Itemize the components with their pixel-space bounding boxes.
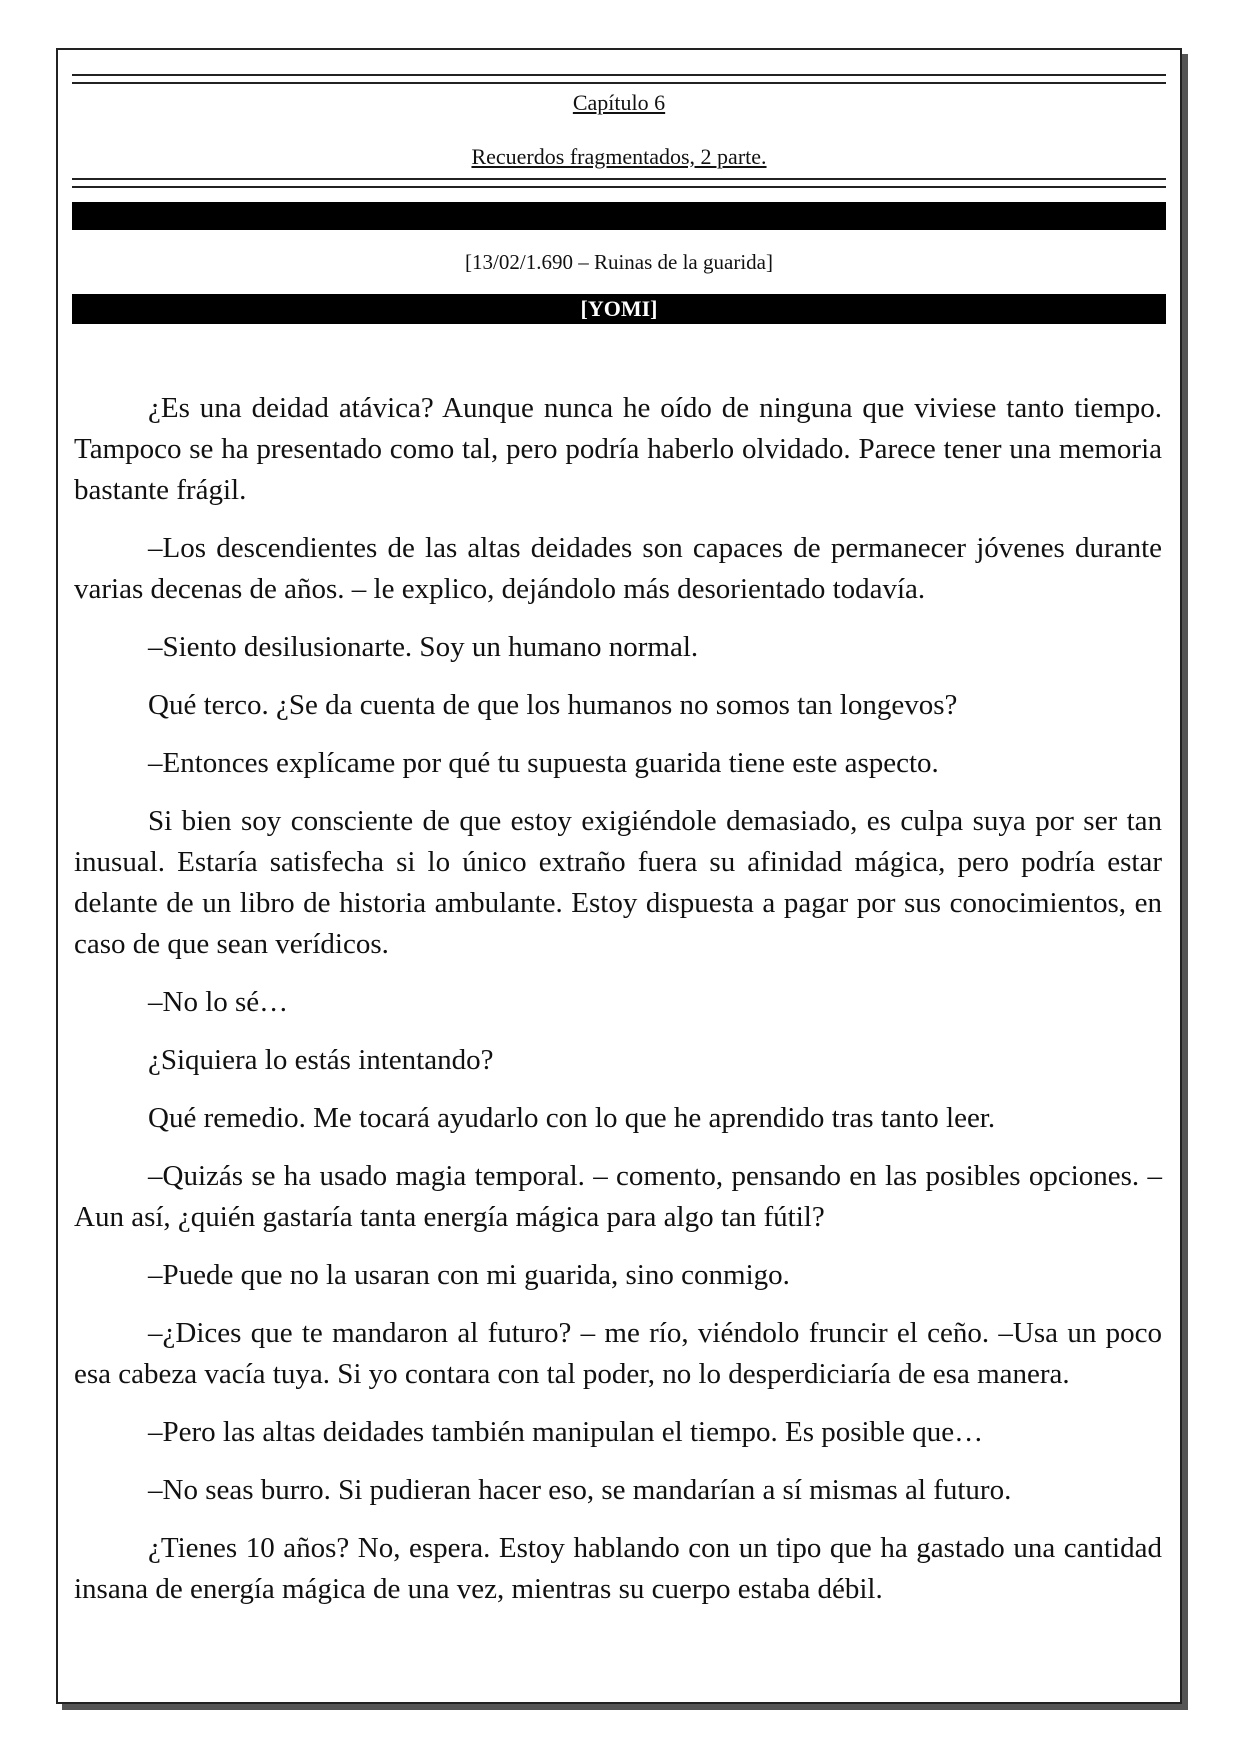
middle-double-rule: [72, 178, 1166, 188]
chapter-title: Capítulo 6: [572, 90, 666, 115]
black-separator-bar: [72, 202, 1166, 230]
paragraph: ¿Tienes 10 años? No, espera. Estoy hablando con un tipo que ha gastado una cantidad insana de energía mágica de una vez, mientras su cuerpo estaba débil.: [74, 1532, 1162, 1605]
chapter-subtitle: Recuerdos fragmentados, 2 parte.: [471, 144, 767, 169]
paragraph: Si bien soy consciente de que estoy exigiéndole demasiado, es culpa suya por ser tan inusual. Estaría satisfecha si lo único extraño fuera su afinidad mágica, pero podría estar delante de un libro de historia ambulante. Estoy dispuesta a pagar por sus conocimientos, en caso de que sean verídicos.: [74, 805, 1162, 960]
paragraph: Qué remedio. Me tocará ayudarlo con lo que he aprendido tras tanto leer.: [148, 1102, 996, 1134]
paragraph: –Siento desilusionarte. Soy un humano normal.: [148, 631, 699, 663]
paragraph: –Entonces explícame por qué tu supuesta guarida tiene este aspecto.: [148, 747, 939, 779]
paragraph: –¿Dices que te mandaron al futuro? – me río, viéndolo fruncir el ceño. –Usa un poco esa cabeza vacía tuya. Si yo contara con tal poder, no lo desperdiciaría de esa manera.: [74, 1317, 1162, 1390]
paragraph: –Pero las altas deidades también manipulan el tiempo. Es posible que…: [148, 1416, 984, 1448]
scene-date-location: [13/02/1.690 – Ruinas de la guarida]: [465, 250, 773, 274]
narrator-banner: [YOMI]: [72, 294, 1166, 324]
story-body: [74, 388, 1162, 1627]
paragraph: –Quizás se ha usado magia temporal. – comento, pensando en las posibles opciones. –Aun así, ¿quién gastaría tanta energía mágica para algo tan fútil?: [74, 1160, 1162, 1233]
paragraph: –Puede que no la usaran con mi guarida, sino conmigo.: [148, 1259, 790, 1291]
page-frame: [56, 48, 1182, 1704]
paragraph: Qué terco. ¿Se da cuenta de que los humanos no somos tan longevos?: [148, 689, 958, 721]
paragraph: –Los descendientes de las altas deidades son capaces de permanecer jóvenes durante varias decenas de años. – le explico, dejándolo más desorientado todavía.: [74, 532, 1162, 605]
paragraph: ¿Es una deidad atávica? Aunque nunca he oído de ninguna que viviese tanto tiempo. Tampoco se ha presentado como tal, pero podría haberlo olvidado. Parece tener una memoria bastante frágil.: [74, 392, 1162, 506]
top-double-rule: [72, 74, 1166, 84]
paragraph: ¿Siquiera lo estás intentando?: [148, 1044, 494, 1076]
paragraph: –No seas burro. Si pudieran hacer eso, se mandarían a sí mismas al futuro.: [148, 1474, 1012, 1506]
paragraph: –No lo sé…: [148, 986, 289, 1018]
